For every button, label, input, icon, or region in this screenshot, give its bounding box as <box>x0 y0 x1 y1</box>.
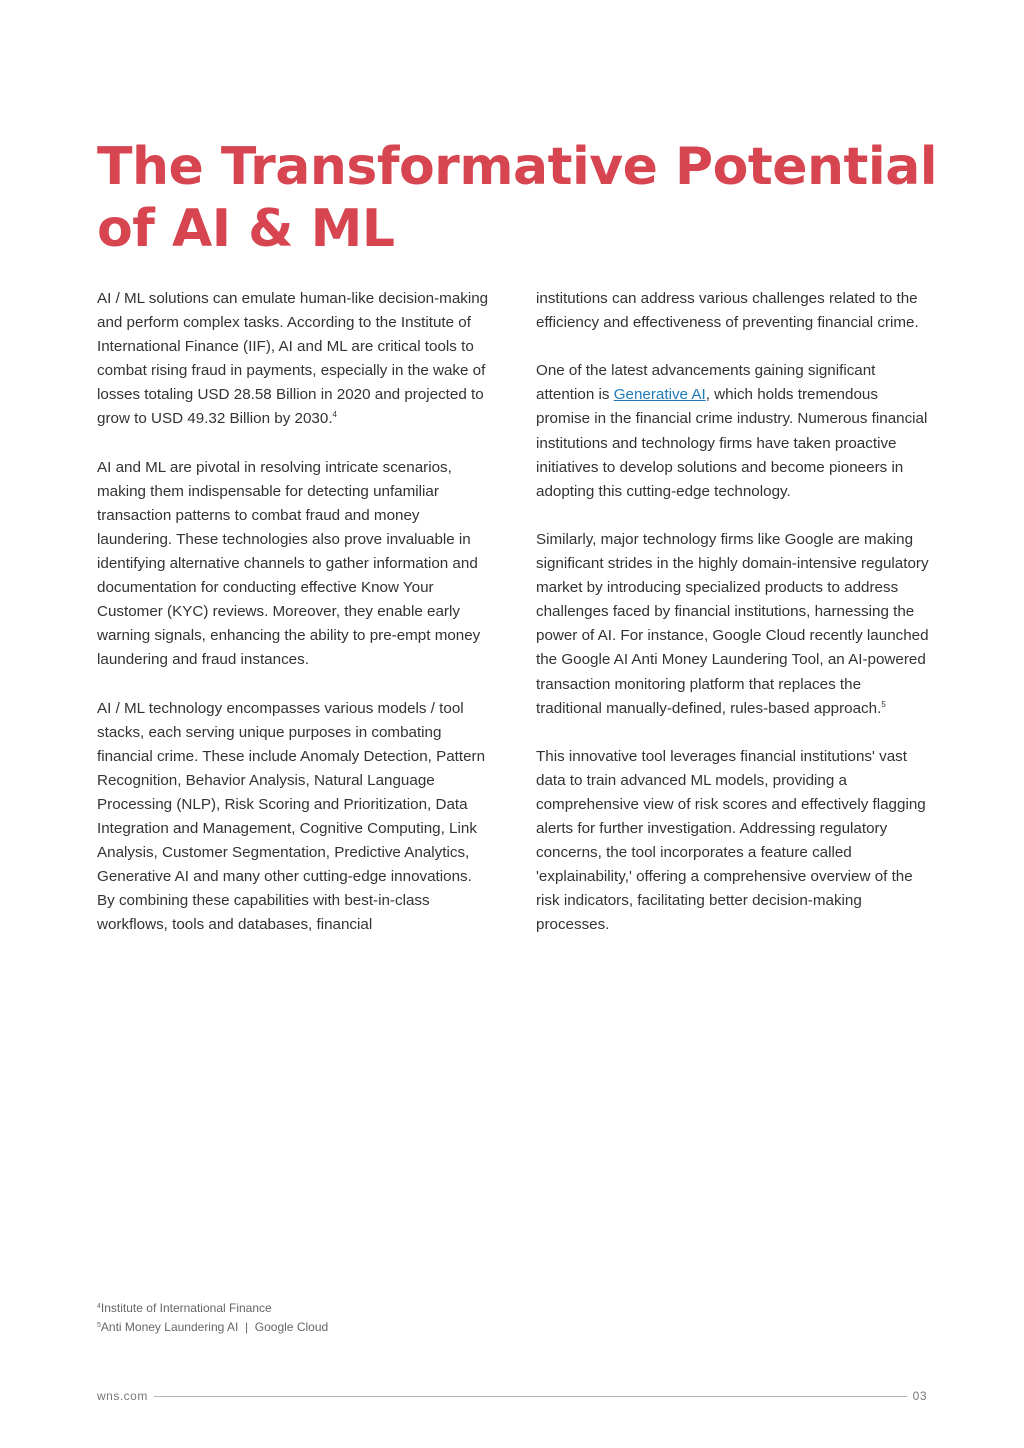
left-column <box>97 287 492 938</box>
right-column <box>536 287 931 938</box>
footnote-number: 4 <box>97 1303 101 1310</box>
generative-ai-link[interactable]: Generative AI <box>613 386 706 404</box>
page-number: 03 <box>912 1389 927 1403</box>
footnotes <box>97 1299 328 1337</box>
footnote-text: Institute of International Finance <box>100 1301 272 1315</box>
paragraph-text: AI / ML solutions can emulate human-like decision-making and perform complex tasks. According to the Institute of International Finance (IIF), AI and ML are critical tools to combat rising fraud in payments, especially in the wake of losses totaling USD 28.58 Billion in 2020 and projected to grow to USD 49.32 Billion by 2030. <box>97 290 489 428</box>
footer-site-url[interactable]: wns.com <box>97 1389 148 1403</box>
paragraph <box>536 359 931 504</box>
footnote <box>97 1318 328 1337</box>
paragraph: AI / ML technology encompasses various models / tool stacks, each serving unique purposes in combating financial crime. These include Anomaly Detection, Pattern Recognition, Behavior Analysis, Natural Language Processing (NLP), Risk Scoring and Prioritization, Data Integration and Management, Cognitive Computing, Link Analysis, Customer Segmentation, Predictive Analytics, Generative AI and many other cutting-edge innovations. By combining these capabilities with best-in-class workflows, tools and databases, financial <box>97 699 486 934</box>
page-title: The Transformative Potential of AI & ML <box>97 137 938 259</box>
footnote-reference: 4 <box>332 410 337 420</box>
paragraph: institutions can address various challenges related to the efficiency and effectiveness of preventing financial crime. <box>536 290 919 332</box>
paragraph-text: Similarly, major technology firms like Google are making significant strides in the highly domain-intensive regulatory market by introducing specialized products to address challenges faced by financial institutions, harnessing the power of AI. For instance, Google Cloud recently launched the Google AI Anti Money Laundering Tool, an AI-powered transaction monitoring platform that replaces the traditional manually-defined, rules-based approach. <box>536 530 929 717</box>
paragraph-text: , which holds tremendous promise in the financial crime industry. Numerous financial institutions and technology firms have taken proactive initiatives to develop solutions and become pioneers in adopting this cutting-edge technology. <box>536 386 928 500</box>
footer-divider <box>154 1396 907 1397</box>
page-footer <box>97 1387 927 1405</box>
footnote-reference: 5 <box>881 699 886 709</box>
paragraph: AI and ML are pivotal in resolving intricate scenarios, making them indispensable for detecting unfamiliar transaction patterns to combat fraud and money laundering. These technologies also prove invaluable in identifying alternative channels to gather information and documentation for conducting effective Know Your Customer (KYC) reviews. Moreover, they enable early warning signals, enhancing the ability to pre-empt money laundering and fraud instances. <box>97 458 481 669</box>
footnote-text: Anti Money Laundering AI | Google Cloud <box>100 1320 329 1334</box>
paragraph-text: One of the latest advancements gaining significant attention is <box>536 362 876 404</box>
paragraph: This innovative tool leverages financial institutions' vast data to train advanced ML models, providing a comprehensive view of risk scores and effectively flagging alerts for further investigation. Addressing regulatory concerns, the tool incorporates a feature called 'explainability,' offering a comprehensive overview of the risk indicators, facilitating better decision-making processes. <box>536 747 926 934</box>
paragraph <box>536 528 931 721</box>
footnote <box>97 1299 328 1318</box>
paragraph <box>97 287 492 432</box>
footnote-number: 5 <box>97 1322 101 1329</box>
